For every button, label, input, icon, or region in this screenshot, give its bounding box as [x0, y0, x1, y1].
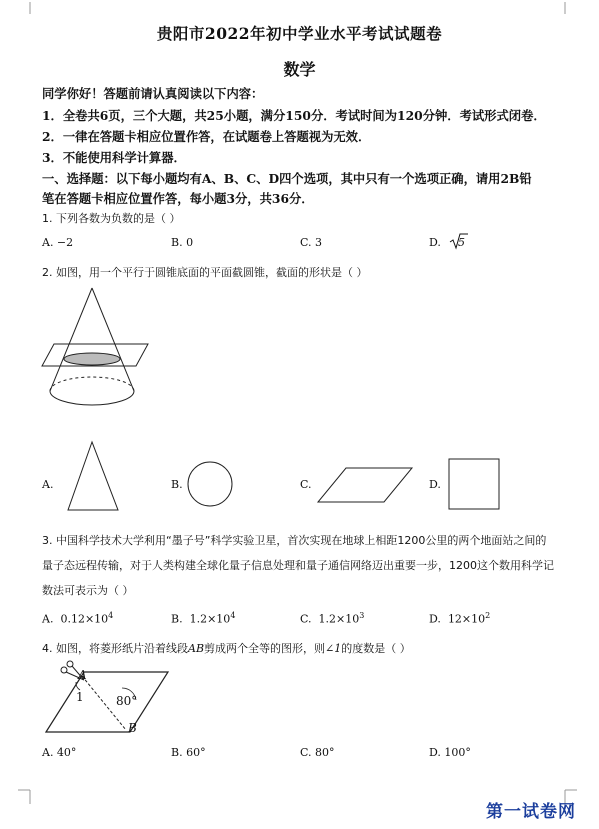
subject-title: 数学 [283, 60, 316, 79]
q3-option-d-letter: D. [429, 612, 441, 626]
q3-option-c-letter: C. [300, 612, 312, 626]
corner-mark-top-right [565, 2, 577, 14]
fig-label-a: A [78, 668, 87, 682]
q3-option-c-base: 1.2×10 [318, 612, 360, 626]
q3-stem-line3: 数法可表示为（ ） [42, 584, 134, 597]
q2-stem: 2. 如图，用一个平行于圆锥底面的平面截圆锥，截面的形状是（ ） [42, 266, 368, 279]
q3-option-d-base: 12×10 [447, 612, 486, 626]
triangle-shape [64, 440, 124, 512]
q4-angle-1: ∠1 [325, 642, 342, 655]
q3-option-a-letter: A. [42, 612, 54, 626]
q3-option-b [171, 611, 235, 626]
q3-option-b-exp: 4 [230, 611, 236, 620]
notice-item-1: 1．全卷共6页，三个大题，共25小题，满分150分．考试时间为120分钟．考试形式闭卷． [42, 108, 546, 123]
q3-option-c-exp: 3 [359, 611, 365, 620]
q4-option-a: A. 40° [42, 746, 77, 759]
fig-label-b: B [128, 721, 137, 735]
notice-intro: 同学你好！答题前请认真阅读以下内容： [42, 86, 264, 101]
q4-segment-ab: AB [188, 642, 205, 655]
q3-option-d-exp: 2 [485, 611, 491, 620]
q1-option-d: D. [429, 236, 441, 249]
fig-label-1: 1 [76, 690, 84, 704]
q3-option-a-exp: 4 [108, 611, 114, 620]
notice-item-2: 2．一律在答题卡相应位置作答，在试题卷上答题视为无效． [42, 129, 371, 144]
q3-option-a [42, 611, 113, 626]
cone-section-figure [40, 286, 160, 416]
q2-option-a: A. [42, 478, 54, 491]
q1-stem: 1. 下列各数为负数的是（ ） [42, 212, 181, 225]
fig-label-80: 80° [116, 694, 138, 708]
rhombus-cut-figure [44, 660, 174, 740]
q4-stem-part3: 的度数是（ ） [341, 642, 411, 655]
circle-shape [186, 460, 236, 510]
corner-mark-top-left [30, 2, 42, 14]
footer-brand: 第一试卷网 [486, 802, 576, 822]
q3-option-b-base: 1.2×10 [189, 612, 231, 626]
q3-option-b-letter: B. [171, 612, 183, 626]
q3-option-c [300, 611, 364, 626]
exam-title: 贵阳市2022年初中学业水平考试试题卷 [156, 24, 443, 43]
section1-instructions-line1: 一、选择题：以下每小题均有A、B、C、D四个选项，其中只有一个选项正确，请用2B铅 [42, 171, 532, 186]
notice-item-3: 3．不能使用科学计算器． [42, 150, 186, 165]
q3-option-d [429, 611, 490, 626]
corner-mark-bottom-left [30, 790, 42, 802]
q1-option-b: B. 0 [171, 236, 194, 249]
q3-stem-line2: 量子态远程传输，对于人类构建全球化量子信息处理和量子通信网络迈出重要一步，1200这个数用科学记 [42, 559, 554, 572]
q4-stem [42, 640, 411, 656]
q4-stem-part2: 剪成两个全等的图形，则 [204, 642, 326, 655]
q3-option-a-base: 0.12×10 [60, 612, 109, 626]
square-shape [448, 458, 502, 512]
q2-option-c: C. [300, 478, 312, 491]
q4-stem-part1: 4. 如图，将菱形纸片沿着线段 [42, 642, 188, 655]
q4-option-d: D. 100° [429, 746, 471, 759]
q2-option-b: B. [171, 478, 183, 491]
q4-option-c: C. 80° [300, 746, 335, 759]
q1-option-a: A. −2 [42, 236, 74, 249]
parallelogram-shape [316, 466, 416, 506]
section1-instructions-line2: 笔在答题卡相应位置作答，每小题3分，共36分． [42, 191, 314, 206]
q2-option-d: D. [429, 478, 441, 491]
q1-option-c: C. 3 [300, 236, 323, 249]
sqrt-radicand: 5 [458, 236, 465, 249]
q4-option-b: B. 60° [171, 746, 206, 759]
q3-stem-line1: 3. 中国科学技术大学利用“墨子号”科学实验卫星，首次实现在地球上相距1200公里的两个地面站之间的 [42, 534, 547, 547]
